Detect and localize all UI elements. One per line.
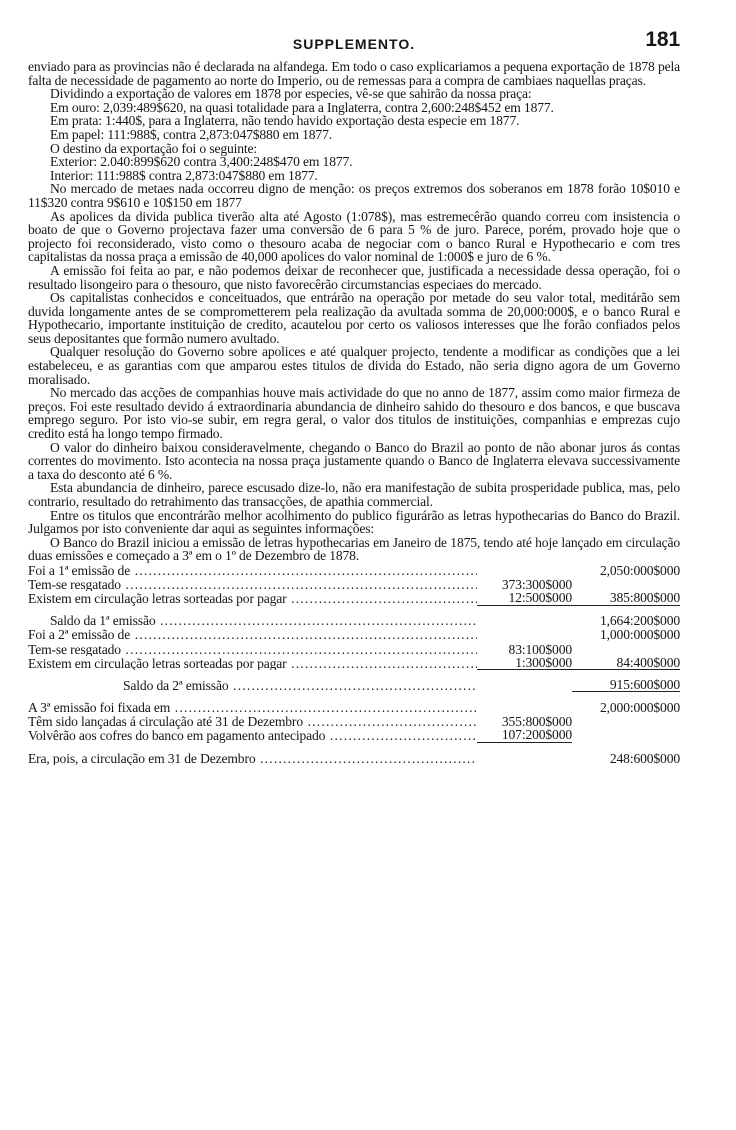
ledger-row [28,628,680,642]
ledger-partial: 107:200$000 [477,728,572,743]
ledger-label: Foi a 1ª emissão de ..... [28,564,477,578]
ledger-label: Existem em circulação letras sorteadas por pagar ..... [28,592,477,606]
paragraph: Dividindo a exportação de valores em 1878 por especies, vê-se que sahirão da nossa praça: [50,86,532,102]
paragraph: No mercado das acções de companhias houve mais actividade do que no anno de 1877, assim como maior firmeza de preços. Foi este resultado devido á extraordinaria abundancia de dinheiro sahido do thesouro e dos bancos, e que buscava emprego seguro. Por isto vio-se subir, em regra geral, o valor dos titulos de instituições, companhias e emprezas cujo credito está ha longo tempo firmado. [28,385,680,442]
paragraph: Exterior: 2.040:899$620 contra 3,400:248$470 em 1877. [50,154,353,170]
ledger-label: Saldo da 1ª emissão ..... [28,614,477,628]
paragraph: Esta abundancia de dinheiro, parece escusado dize-lo, não era manifestação de subita prosperidade publica, mas, pelo contrario, resultado do retrahimento das transacções, de apathia commercial. [28,480,680,509]
ledger-label: Tem-se resgatado ..... [28,578,477,592]
paragraph: O destino da exportação foi o seguinte: [50,140,258,156]
ledger-spacer [28,692,680,700]
ledger-total: 385:800$000 [572,591,680,606]
ledger-label: Foi a 2ª emissão de ..... [28,628,477,642]
paragraph: Os capitalistas conhecidos e conceituados, que entrárão na operação por metade do seu valor total, meditárão sem duvida longamente antes de se comprometterem pela realização da avultada somma de 20,000:000$, e o banco Rural e Hypothecario, importante instituição de credito, acautelou por certo os valiosos interesses que lhe forão confiados pelos seus depositantes que formão numero avultado. [28,290,680,346]
paragraph: O valor do dinheiro baixou consideravelmente, chegando o Banco do Brazil ao ponto de não abonar juros ás contas correntes do movimento. Isto acontecia na nossa praça justamente quando o Banco de Inglaterra elevava successivamente a taxa do desconto até 6 %. [28,439,680,482]
ledger-label: Têm sido lançadas á circulação até 31 de Dezembro ..... [28,715,477,729]
paragraph: No mercado de metaes nada occorreu digno de menção: os preços extremos dos soberanos em 1878 forão 10$010 e 11$320 contra 9$610 e 10$150 em 1877 [28,181,680,210]
ledger-label: Tem-se resgatado ..... [28,643,477,657]
ledger-total: 915:600$000 [572,678,680,693]
ledger-table [28,563,680,765]
paragraph: Entre os titulos que encontrárão melhor acolhimento do publico figurárão as letras hypothecarias do Banco do Brazil. Julgamos por isto conveniente dar aqui as seguintes informações: [28,507,680,537]
ledger-partial: 373:300$000 [501,576,572,592]
ledger-total: 1,000:000$000 [600,627,680,643]
ledger-partial: 83:100$000 [508,641,572,657]
ledger-label: Volvêrão aos cofres do banco em pagamento antecipado ..... [28,729,477,743]
paragraph: O Banco do Brazil iniciou a emissão de letras hypothecarias em Janeiro de 1875, tendo até hoje lançado em circulação duas emissões e começado a 3ª em o 1º de Dezembro de 1878. [28,534,680,564]
ledger-row [28,656,680,670]
paragraph: Em papel: 111:988$, contra 2,873:047$880 em 1877. [50,126,332,142]
ledger-row [28,577,680,591]
paragraph: enviado para as provincias não é declarada na alfandega. Em todo o caso explicariamos a pequena exportação de 1878 pela falta de necessidade de pagamento ao norte do Imperio, ou de remessas para a compra de cambiaes naquellas praças. [28,59,680,88]
ledger-row [28,678,680,692]
ledger-row [28,614,680,628]
ledger-row [28,642,680,656]
ledger-label: Saldo da 2ª emissão ..... [28,679,477,693]
ledger-total: 84:400$000 [572,656,680,671]
ledger-spacer [28,743,680,751]
ledger-row [28,751,680,765]
paragraph: Qualquer resolução do Governo sobre apolices e até qualquer projecto, tendente a modificar as condições que a lei estabeleceu, e as garantias com que amparou estes titulos de divida do Estado, não seria digno agora de um Governo moralisado. [28,344,680,387]
ledger-label: Existem em circulação letras sorteadas por pagar ..... [28,657,477,671]
ledger-label: Era, pois, a circulação em 31 de Dezembro ..... [28,752,477,766]
page-number: 181 [645,28,680,51]
ledger-row [28,715,680,729]
ledger-total: 248:600$000 [609,750,680,766]
paragraph: Interior: 111:988$ contra 2,873:047$880 em 1877. [50,167,318,183]
ledger-total: 2,000:000$000 [600,700,680,716]
ledger-row [28,700,680,714]
ledger-total: 2,050:000$000 [600,562,680,578]
ledger-partial: 12:500$000 [477,591,572,606]
running-title: SUPPLEMENTO. [292,36,416,52]
ledger-row [28,563,680,577]
ledger-label: A 3ª emissão foi fixada em ..... [28,701,477,715]
ledger-row [28,729,680,743]
document-page [28,28,680,766]
paragraph: A emissão foi feita ao par, e não podemos deixar de reconhecer que, justificada a necessidade dessa operação, foi o resultado lisongeiro para o thesouro, que nisto favorecêrão circumstancias especiaes do mercado. [28,262,680,292]
ledger-partial: 1:300$000 [477,656,572,671]
paragraph: As apolices da divida publica tiverão alta até Agosto (1:078$), mas estremecêrão quando correu com insistencia o boato de que o Governo projectava fazer uma conversão de 6 para 5 % de juro. Parece, porém, provado hoje que o projecto foi reconsiderado, visto como o thesouro acaba de negociar com o banco Rural e Hypothecario e com tres capitalistas da nossa praça a emissão de 40,000 apolices do valor nominal de 1:000$ e juro de 6 %. [28,208,680,265]
ledger-row [28,591,680,605]
page-header [28,28,680,60]
ledger-total: 1,664:200$000 [600,613,680,629]
ledger-partial: 355:800$000 [501,714,572,730]
ledger-spacer [28,606,680,614]
paragraph: Em ouro: 2,039:489$620, na quasi totalidade para a Inglaterra, contra 2,600:248$452 em 1877. [50,99,554,115]
paragraph: Em prata: 1:440$, para a Inglaterra, não tendo havido exportação desta especie em 1877. [50,113,520,129]
